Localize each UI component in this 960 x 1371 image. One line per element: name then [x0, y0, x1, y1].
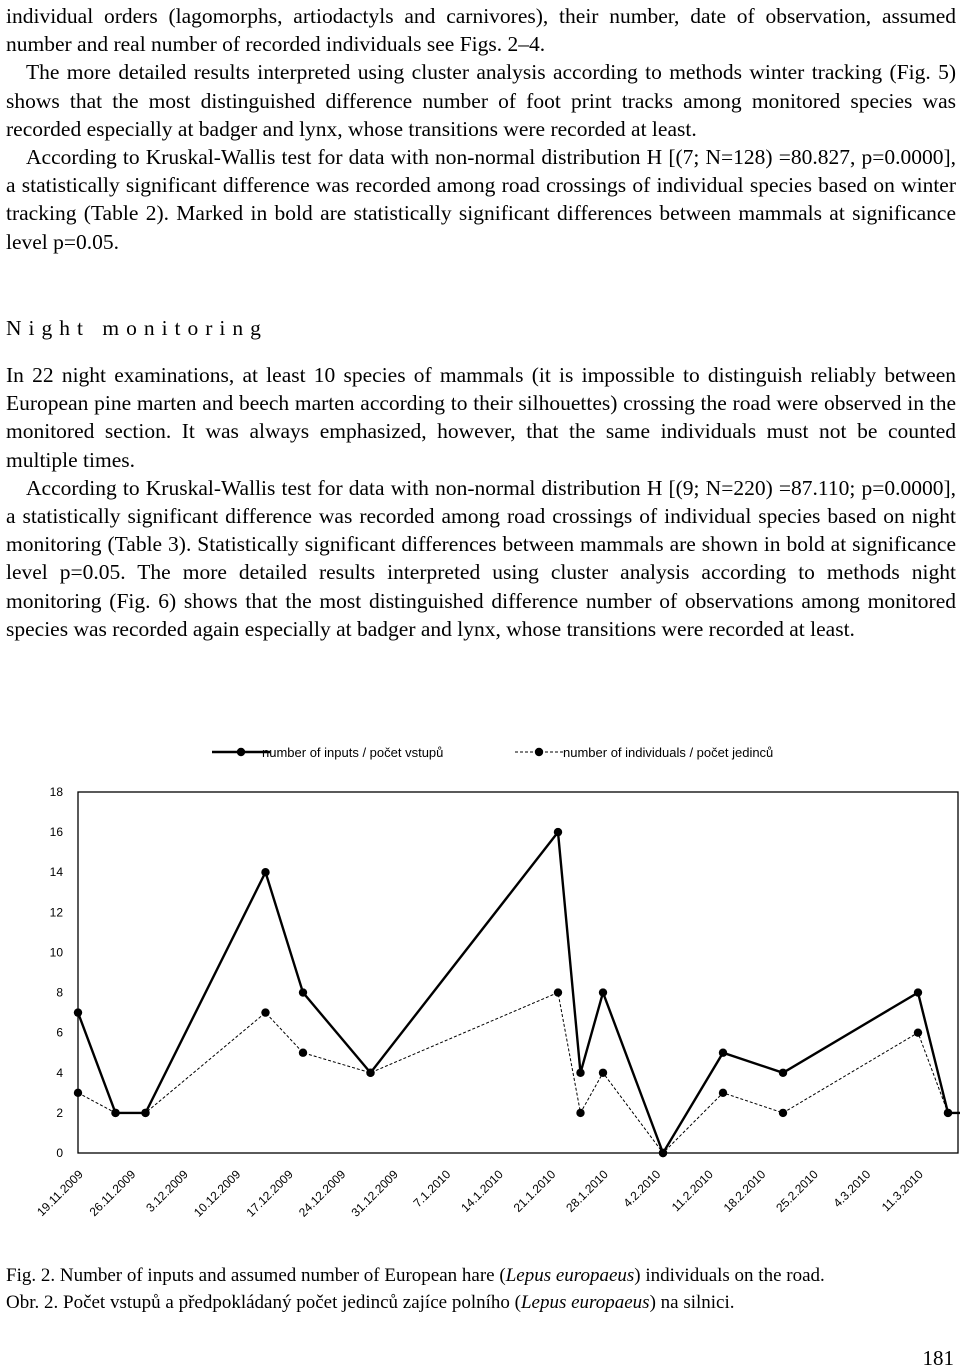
data-point	[599, 1069, 607, 1077]
x-tick-label: 4.3.2010	[830, 1167, 874, 1211]
data-point	[944, 1109, 952, 1117]
series-line-1	[78, 832, 960, 1153]
page-number: 181	[922, 1346, 954, 1370]
paragraph: individual orders (lagomorphs, artiodactyls and carnivores), their number, date of observation, assumed number and real number of recorded individuals see Figs. 2–4.	[6, 4, 956, 57]
x-tick-label: 7.1.2010	[410, 1167, 454, 1211]
data-point	[366, 1069, 374, 1077]
data-point	[914, 1028, 922, 1036]
caption-english: Fig. 2. Number of inputs and assumed number of European hare (Lepus europaeus) individuals on the road.	[6, 1265, 825, 1286]
x-tick-label: 11.2.2010	[668, 1167, 716, 1215]
data-point	[719, 1089, 727, 1097]
data-point	[719, 1049, 727, 1057]
data-point	[299, 988, 307, 996]
legend-marker	[237, 748, 245, 756]
y-tick-label: 6	[56, 1025, 63, 1040]
x-tick-label: 21.1.2010	[510, 1167, 559, 1215]
x-tick-label: 31.12.2009	[348, 1167, 401, 1220]
data-point	[554, 988, 562, 996]
y-tick-label: 18	[49, 785, 63, 799]
data-point	[576, 1069, 584, 1077]
x-tick-label: 14.1.2010	[458, 1167, 506, 1215]
line-chart	[0, 730, 960, 1260]
y-tick-label: 2	[56, 1105, 63, 1120]
y-tick-label: 10	[49, 945, 63, 960]
paragraph: According to Kruskal-Wallis test for data with non-normal distribution H [(7; N=128) =80.827, p=0.0000], a statistically significant difference was recorded among road crossings of individual species based on winter tracking (Table 2). Marked in bold are statistically significant differences between mammals at significance level p=0.05.	[6, 145, 956, 254]
x-tick-label: 19.11.2009	[34, 1167, 86, 1219]
x-tick-label: 17.12.2009	[243, 1167, 296, 1220]
y-tick-label: 16	[49, 825, 63, 840]
x-tick-label: 26.11.2009	[86, 1167, 139, 1219]
x-tick-label: 10.12.2009	[191, 1167, 244, 1220]
series-line-2	[78, 993, 960, 1153]
data-point	[554, 828, 562, 836]
legend-label: number of individuals / počet jedinců	[563, 745, 774, 760]
data-point	[261, 1008, 269, 1016]
data-point	[779, 1069, 787, 1077]
paragraph: According to Kruskal-Wallis test for data with non-normal distribution H [(9; N=220) =87.110; p=0.0000], a statistically significant difference was recorded among road crossings of individual species based on night monitoring (Table 3). Statistically significant differences between mammals are shown in bold at significance level p=0.05. The more detailed results interpreted using cluster analysis according to methods night monitoring (Fig. 6) shows that the most distinguished difference number of observations among monitored species was recorded again especially at badger and lynx, whose transitions were recorded at least.	[6, 475, 956, 641]
legend-marker	[535, 748, 543, 756]
species-name: Lepus europaeus	[520, 1292, 650, 1313]
text-block-winter-tracking	[6, 2, 956, 256]
species-name: Lepus europaeus	[505, 1265, 635, 1286]
section-heading: Night monitoring	[6, 316, 268, 340]
x-tick-label: 4.2.2010	[620, 1167, 664, 1211]
caption-czech: Obr. 2. Počet vstupů a předpokládaný počet jedinců zajíce polního (Lepus europaeus) na silnici.	[6, 1292, 735, 1313]
plot-area	[78, 792, 958, 1153]
legend-label: number of inputs / počet vstupů	[262, 745, 444, 760]
x-tick-label: 11.3.2010	[878, 1167, 926, 1215]
y-tick-label: 12	[49, 905, 63, 920]
paragraph: In 22 night examinations, at least 10 species of mammals (it is impossible to distinguish reliably between European pine marten and beech marten according to their silhouettes) crossing the road were observed in the monitored section. It was always emphasized, however, that the same individuals must not be counted multiple times.	[6, 363, 956, 472]
y-tick-label: 4	[56, 1065, 63, 1080]
x-tick-label: 24.12.2009	[296, 1167, 349, 1220]
data-point	[74, 1008, 82, 1016]
data-point	[74, 1089, 82, 1097]
x-tick-label: 3.12.2009	[143, 1167, 191, 1215]
x-tick-label: 28.1.2010	[563, 1167, 611, 1215]
data-point	[261, 868, 269, 876]
data-point	[141, 1109, 149, 1117]
y-tick-label: 0	[56, 1146, 63, 1160]
data-point	[599, 988, 607, 996]
x-tick-label: 18.2.2010	[720, 1167, 769, 1215]
data-point	[111, 1109, 119, 1117]
data-point	[914, 988, 922, 996]
data-point	[779, 1109, 787, 1117]
text-block-night-monitoring	[6, 361, 956, 643]
data-point	[659, 1149, 667, 1157]
y-tick-label: 14	[49, 865, 63, 880]
figure-caption	[6, 1262, 956, 1316]
data-point	[299, 1049, 307, 1057]
x-tick-label: 25.2.2010	[773, 1167, 821, 1215]
data-point	[576, 1109, 584, 1117]
y-tick-label: 8	[56, 985, 63, 1000]
paragraph: The more detailed results interpreted using cluster analysis according to methods winter tracking (Fig. 5) shows that the most distinguished difference number of foot print tracks among monitored species was recorded especially at badger and lynx, whose transitions were recorded at least.	[6, 60, 956, 141]
